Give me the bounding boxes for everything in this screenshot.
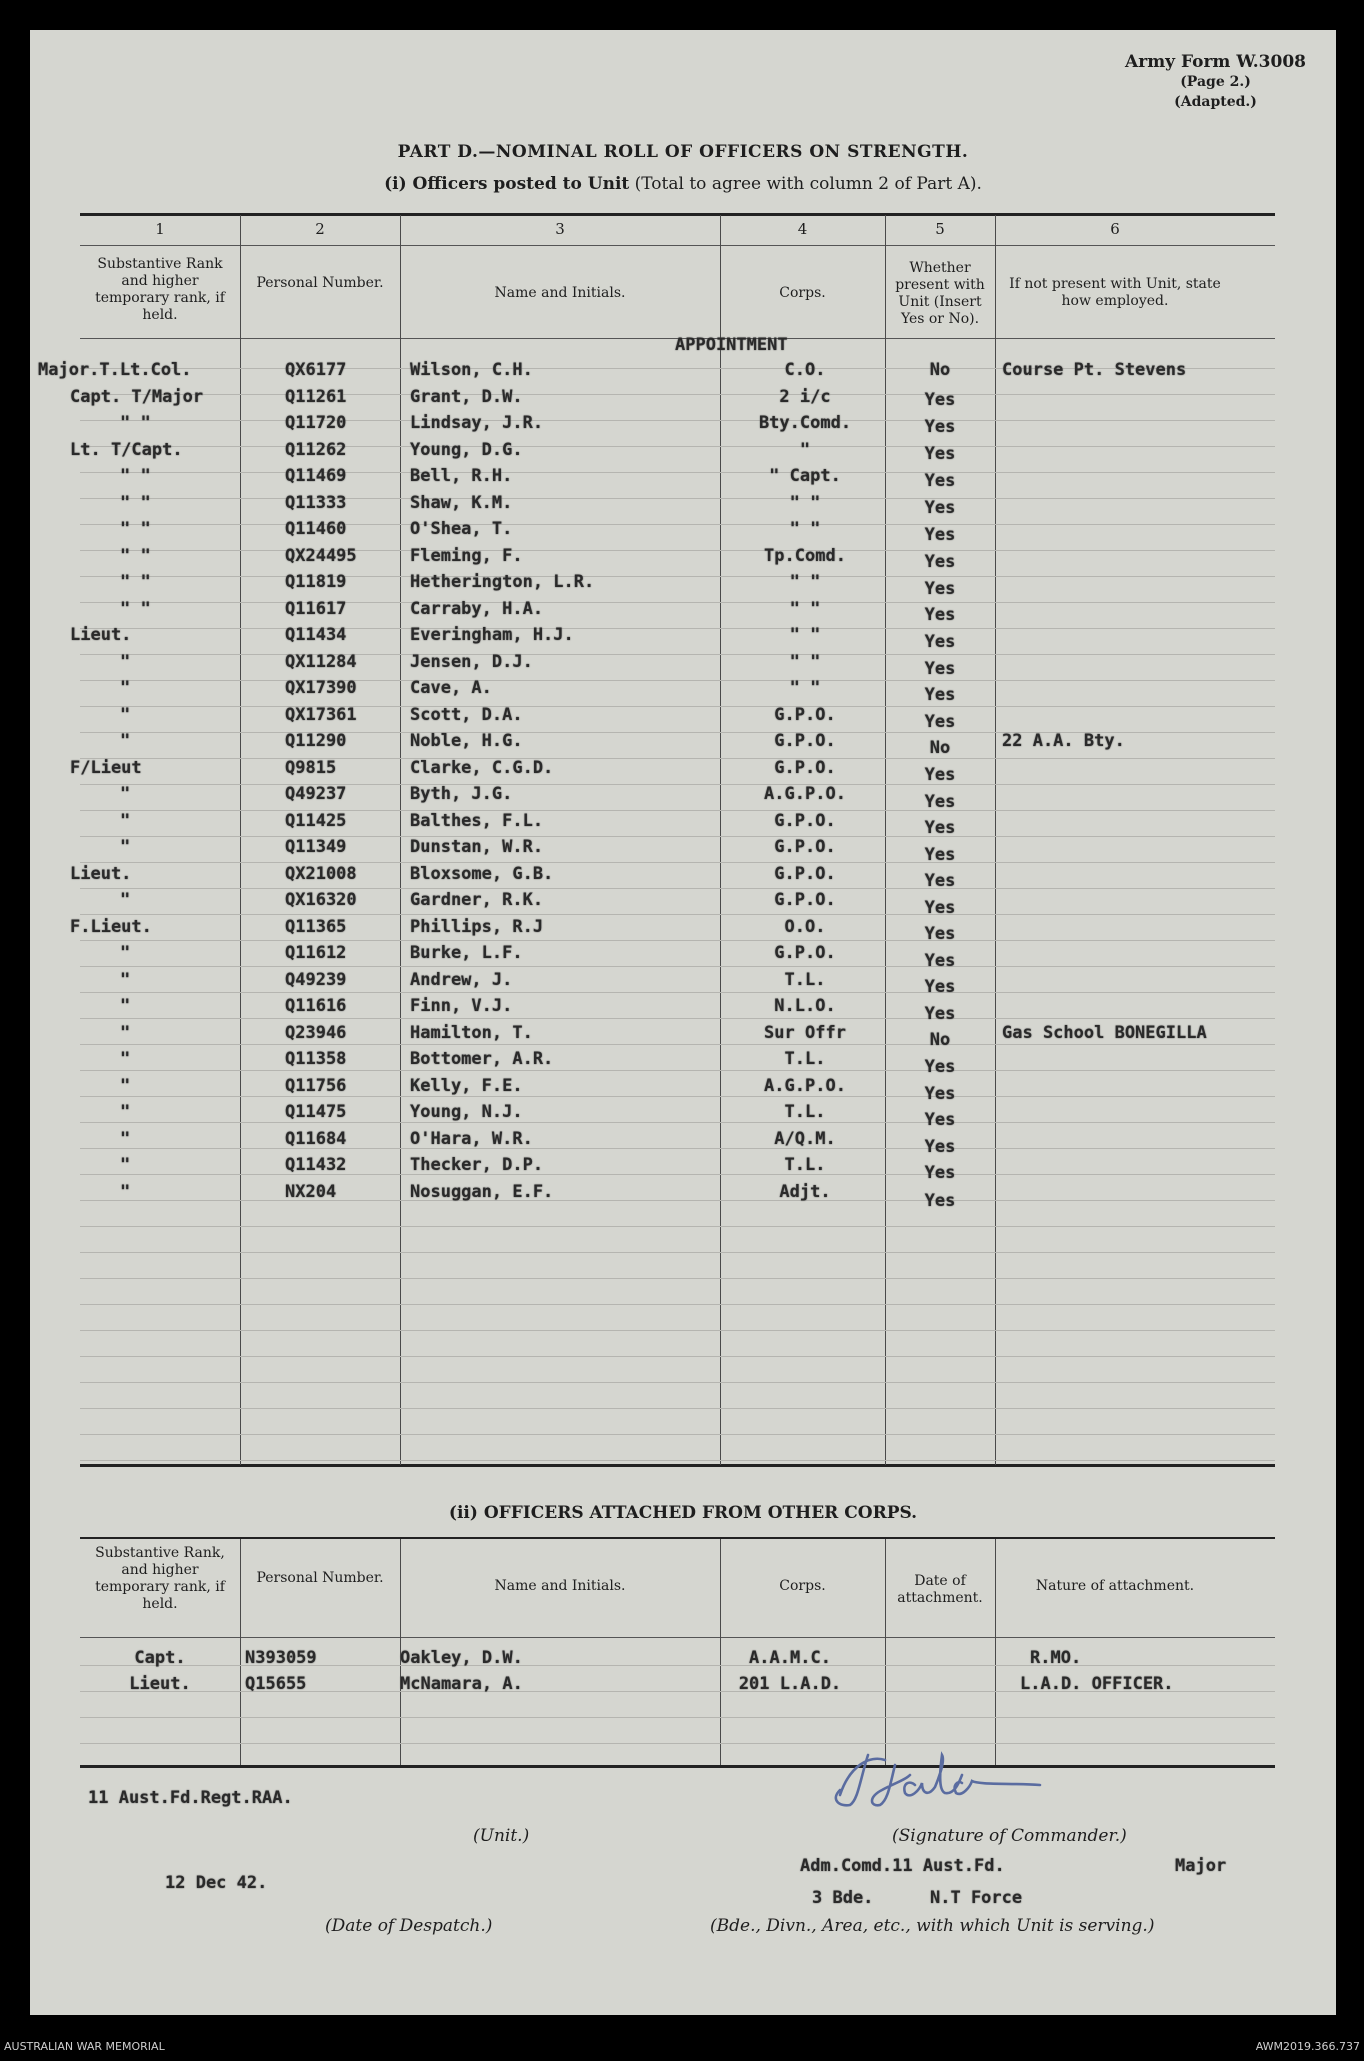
officer-number: Q11475 xyxy=(285,1102,347,1122)
form-page-label: (Page 2.) xyxy=(1180,74,1251,90)
ruled-line xyxy=(80,498,1275,499)
officer-name: Burke, L.F. xyxy=(410,943,523,963)
part-ii-column-header: Name and Initials. xyxy=(494,1578,626,1594)
officer-number: Q11261 xyxy=(285,386,347,407)
officer-present: Yes xyxy=(924,950,956,971)
officer-corps: Sur Offr xyxy=(764,1022,846,1043)
officer-present: Yes xyxy=(924,871,956,892)
ruled-line xyxy=(80,758,1275,759)
column-header: Personal Number. xyxy=(256,275,384,291)
officer-corps: G.P.O. xyxy=(774,731,836,751)
officer-rank: " xyxy=(120,1075,131,1096)
column-header: Substantive Rank and higher temporary rank, if held. xyxy=(95,256,225,323)
ruled-line xyxy=(80,602,1275,603)
ruled-line xyxy=(80,836,1275,837)
part-ii-column-header: Personal Number. xyxy=(256,1570,384,1586)
ruled-line xyxy=(80,1434,1275,1435)
officer-name: Andrew, J. xyxy=(410,969,513,990)
officer-rank: " xyxy=(120,1022,131,1043)
officer-number: QX17361 xyxy=(285,704,357,725)
form-number: Army Form W.3008 xyxy=(1125,52,1306,72)
part-ii-column-header: Corps. xyxy=(779,1578,826,1594)
officer-rank: " xyxy=(120,810,131,831)
officer-number: Q11720 xyxy=(285,413,347,433)
ruled-line xyxy=(80,940,1275,941)
ruled-line xyxy=(80,550,1275,551)
date-caption: (Date of Despatch.) xyxy=(325,1916,493,1936)
officer-number: Q11469 xyxy=(285,466,347,486)
officer-name: Shaw, K.M. xyxy=(410,492,513,513)
officer-present: Yes xyxy=(924,658,956,679)
officer-present: Yes xyxy=(924,764,956,785)
officer-rank: " xyxy=(120,784,131,804)
officer-corps: G.P.O. xyxy=(774,757,836,778)
officer-name: Bloxsome, G.B. xyxy=(410,863,554,884)
part-ii-column-header: Date of attachment. xyxy=(897,1573,983,1606)
ruled-line xyxy=(80,992,1275,993)
officer-name: Young, D.G. xyxy=(410,439,523,460)
ruled-line xyxy=(80,862,1275,863)
officer-name: Hamilton, T. xyxy=(410,1022,533,1043)
officer-corps: G.P.O. xyxy=(774,837,836,857)
officer-rank: " xyxy=(120,837,131,857)
officer-corps: G.P.O. xyxy=(774,890,836,910)
officer-rank: Major.T.Lt.Col. xyxy=(38,360,192,380)
officer-rank: " xyxy=(120,1049,131,1069)
unit-caption: (Unit.) xyxy=(473,1826,530,1846)
officer-present: No xyxy=(929,360,951,380)
column-number: 5 xyxy=(935,220,945,238)
officer-present: Yes xyxy=(924,685,956,706)
form-adapted-label: (Adapted.) xyxy=(1174,94,1257,110)
command-line-2b: N.T Force xyxy=(930,1888,1023,1908)
officer-number: Q11617 xyxy=(285,598,347,619)
ruled-line xyxy=(80,654,1275,655)
officer-rank: " " xyxy=(120,492,151,513)
ruled-line xyxy=(80,706,1275,707)
officer-name: Scott, D.A. xyxy=(410,704,523,725)
officer-rank: " xyxy=(120,890,131,910)
officer-rank: " xyxy=(120,1102,131,1122)
officer-rank: Lieut. xyxy=(70,863,132,884)
officer-rank: Capt. T/Major xyxy=(70,386,204,407)
attached-nature: L.A.D. OFFICER. xyxy=(1020,1674,1174,1694)
officer-name: Fleming, F. xyxy=(410,545,523,566)
officer-number: Q49239 xyxy=(285,969,347,990)
officer-rank: " xyxy=(120,731,131,751)
ruled-line xyxy=(80,1717,1275,1718)
officer-corps: N.L.O. xyxy=(774,996,836,1016)
ruled-line xyxy=(80,420,1275,421)
attached-rank: Lieut. xyxy=(129,1674,191,1694)
officer-present: Yes xyxy=(924,1110,956,1131)
officer-present: Yes xyxy=(924,1163,956,1184)
officer-corps: " " xyxy=(789,492,821,513)
officer-rank: " xyxy=(120,651,131,672)
officer-rank: F/Lieut xyxy=(70,757,142,778)
part-d-subtitle xyxy=(30,174,1336,194)
column-number: 3 xyxy=(555,220,565,238)
officer-corps: Adjt. xyxy=(779,1181,831,1202)
officer-rank: " " xyxy=(120,519,151,539)
archive-id: AWM2019.366.737 xyxy=(1255,2040,1360,2053)
part-ii-title: (ii) OFFICERS ATTACHED FROM OTHER CORPS. xyxy=(448,1503,918,1523)
officer-corps: T.L. xyxy=(784,1155,826,1175)
officer-present: Yes xyxy=(924,711,956,732)
ruled-line xyxy=(80,628,1275,629)
officer-number: Q11460 xyxy=(285,519,347,539)
officer-corps: " " xyxy=(789,519,821,539)
officer-employment: 22 A.A. Bty. xyxy=(1002,731,1125,751)
officer-corps: " " xyxy=(789,678,821,698)
officer-number: Q49237 xyxy=(285,784,347,804)
ruled-line xyxy=(80,576,1275,577)
ruled-line xyxy=(80,966,1275,967)
officer-corps: " " xyxy=(789,625,821,645)
officer-rank: " xyxy=(120,1128,131,1149)
ruled-line xyxy=(80,1070,1275,1071)
ruled-line xyxy=(80,1408,1275,1409)
officer-name: Nosuggan, E.F. xyxy=(410,1181,554,1202)
officer-name: Phillips, R.J xyxy=(410,916,544,937)
table-bottom-rule xyxy=(80,1464,1275,1467)
attached-number: N393059 xyxy=(245,1648,317,1668)
ruled-line xyxy=(80,394,1275,395)
form-page xyxy=(30,30,1336,2015)
officer-number: Q11684 xyxy=(285,1128,347,1149)
part-d-title: PART D.—NOMINAL ROLL OF OFFICERS ON STRENGTH. xyxy=(397,142,969,162)
unit-value: 11 Aust.Fd.Regt.RAA. xyxy=(88,1788,293,1808)
attached-number: Q15655 xyxy=(245,1674,307,1694)
signature-caption: (Signature of Commander.) xyxy=(892,1826,1127,1846)
officer-corps: " " xyxy=(789,598,821,619)
officer-name: Bell, R.H. xyxy=(410,466,513,486)
ruled-line xyxy=(80,1018,1275,1019)
ruled-line xyxy=(80,524,1275,525)
column-header: Corps. xyxy=(779,285,826,301)
officer-number: Q11819 xyxy=(285,572,347,592)
officer-corps: Tp.Comd. xyxy=(764,545,846,566)
officer-present: Yes xyxy=(924,497,956,518)
officer-rank: F.Lieut. xyxy=(70,916,152,937)
officer-rank: " xyxy=(120,704,131,725)
column-header: If not present with Unit, state how employed. xyxy=(1009,276,1221,309)
ruled-line xyxy=(80,1330,1275,1331)
part-ii-column-divider xyxy=(995,1539,996,1765)
officer-name: Everingham, H.J. xyxy=(410,625,574,645)
officer-corps: 2 i/c xyxy=(779,386,831,407)
officer-number: Q11425 xyxy=(285,810,347,831)
officer-present: Yes xyxy=(924,818,956,839)
ruled-line xyxy=(80,1044,1275,1045)
attached-nature: R.MO. xyxy=(1030,1648,1082,1668)
officer-number: NX204 xyxy=(285,1181,337,1202)
officer-corps: G.P.O. xyxy=(774,810,836,831)
officer-corps: A.G.P.O. xyxy=(764,784,846,804)
ruled-line xyxy=(80,472,1275,473)
officer-employment: Gas School BONEGILLA xyxy=(1002,1022,1207,1043)
officer-rank: " xyxy=(120,969,131,990)
officer-corps: T.L. xyxy=(784,969,826,990)
officer-number: Q9815 xyxy=(285,757,337,778)
officer-name: Kelly, F.E. xyxy=(410,1075,523,1096)
table-top-rule xyxy=(80,213,1275,216)
column-number: 2 xyxy=(315,220,325,238)
officer-corps: A.G.P.O. xyxy=(764,1075,846,1096)
officer-name: Byth, J.G. xyxy=(410,784,513,804)
officer-present: Yes xyxy=(924,1136,956,1157)
officer-name: Dunstan, W.R. xyxy=(410,837,544,857)
officer-present: Yes xyxy=(924,416,956,437)
officer-number: QX6177 xyxy=(285,360,347,380)
ruled-line xyxy=(80,1252,1275,1253)
officer-corps: " xyxy=(799,439,811,460)
officer-rank: " xyxy=(120,1155,131,1175)
part-ii-column-divider xyxy=(885,1539,886,1765)
attached-rank: Capt. xyxy=(134,1648,186,1668)
officer-present: Yes xyxy=(924,924,956,945)
ruled-line xyxy=(80,1096,1275,1097)
officer-rank: " xyxy=(120,996,131,1016)
officer-present: Yes xyxy=(924,1083,956,1104)
officer-name: Hetherington, L.R. xyxy=(410,572,595,592)
officer-name: O'Shea, T. xyxy=(410,519,513,539)
officer-rank: " " xyxy=(120,466,151,486)
officer-number: QX24495 xyxy=(285,545,357,566)
area-caption: (Bde., Divn., Area, etc., with which Unit is serving.) xyxy=(710,1916,1155,1936)
officer-present: Yes xyxy=(924,443,956,464)
part-ii-top-rule xyxy=(80,1537,1275,1539)
officer-rank: " xyxy=(120,943,131,963)
colnum-divider xyxy=(80,245,1275,246)
officer-name: Wilson, C.H. xyxy=(410,360,533,380)
officer-name: Jensen, D.J. xyxy=(410,651,533,672)
officer-rank: " " xyxy=(120,545,151,566)
officer-name: Cave, A. xyxy=(410,678,492,698)
command-line-1: Adm.Comd.11 Aust.Fd. xyxy=(800,1856,1005,1876)
commander-signature xyxy=(810,1745,1130,1819)
officer-corps: G.P.O. xyxy=(774,704,836,725)
officer-rank: " " xyxy=(120,572,151,592)
officer-number: Q11432 xyxy=(285,1155,347,1175)
officer-number: QX17390 xyxy=(285,678,357,698)
ruled-line xyxy=(80,1382,1275,1383)
officer-number: QX21008 xyxy=(285,863,357,884)
officer-rank: Lt. T/Capt. xyxy=(70,439,183,460)
officer-employment: Course Pt. Stevens xyxy=(1002,360,1187,380)
ruled-line xyxy=(80,1174,1275,1175)
officer-rank: " xyxy=(120,678,131,698)
officer-present: Yes xyxy=(924,1190,956,1211)
ruled-line xyxy=(80,810,1275,811)
officer-number: Q11616 xyxy=(285,996,347,1016)
part-d-subtitle-bold: (i) Officers posted to Unit xyxy=(384,174,630,194)
part-ii-column-header: Substantive Rank, and higher temporary rank, if held. xyxy=(95,1545,225,1612)
part-ii-column-header: Nature of attachment. xyxy=(1035,1578,1195,1594)
officer-present: Yes xyxy=(924,578,956,599)
officer-corps: T.L. xyxy=(784,1102,826,1122)
appointment-heading: APPOINTMENT xyxy=(675,335,788,355)
officer-rank: " " xyxy=(120,598,151,619)
officer-present: Yes xyxy=(924,632,956,653)
officer-corps: A/Q.M. xyxy=(774,1128,836,1149)
part-ii-header-divider xyxy=(80,1637,1275,1638)
ruled-line xyxy=(80,784,1275,785)
officer-present: Yes xyxy=(924,470,956,491)
officer-number: Q11290 xyxy=(285,731,347,751)
ruled-line xyxy=(80,888,1275,889)
officer-number: Q11262 xyxy=(285,439,347,460)
officer-name: O'Hara, W.R. xyxy=(410,1128,533,1149)
officer-present: Yes xyxy=(924,1057,956,1078)
ruled-line xyxy=(80,1200,1275,1201)
officer-number: Q11349 xyxy=(285,837,347,857)
officer-rank: " " xyxy=(120,413,151,433)
officer-present: Yes xyxy=(924,552,956,573)
part-d-subtitle-rest: (Total to agree with column 2 of Part A). xyxy=(629,174,982,194)
ruled-line xyxy=(80,680,1275,681)
officer-present: Yes xyxy=(924,977,956,998)
officer-name: Gardner, R.K. xyxy=(410,890,544,910)
officer-number: Q11434 xyxy=(285,625,347,645)
ruled-line xyxy=(80,1356,1275,1357)
ruled-line xyxy=(80,1122,1275,1123)
officer-number: Q11756 xyxy=(285,1075,347,1096)
command-line-2: 3 Bde. xyxy=(812,1888,874,1908)
officer-corps: O.O. xyxy=(784,916,826,937)
signature-graphic xyxy=(810,1745,1130,1815)
officer-name: Thecker, D.P. xyxy=(410,1155,544,1175)
date-value: 12 Dec 42. xyxy=(165,1873,268,1893)
officer-present: Yes xyxy=(924,525,956,545)
ruled-line xyxy=(80,1226,1275,1227)
officer-number: Q23946 xyxy=(285,1022,347,1043)
officer-present: Yes xyxy=(924,791,956,812)
attached-corps: 201 L.A.D. xyxy=(738,1674,842,1694)
attached-name: Oakley, D.W. xyxy=(400,1648,523,1668)
officer-corps: " Capt. xyxy=(769,466,841,486)
officer-corps: " " xyxy=(789,651,821,672)
officer-name: Young, N.J. xyxy=(410,1102,523,1122)
officer-number: Q11365 xyxy=(285,916,347,937)
ruled-line xyxy=(80,914,1275,915)
officer-corps: Bty.Comd. xyxy=(758,413,852,433)
column-header: Name and Initials. xyxy=(494,285,626,301)
ruled-line xyxy=(80,1304,1275,1305)
officer-present: No xyxy=(929,1030,951,1051)
officer-name: Finn, V.J. xyxy=(410,996,513,1016)
ruled-line xyxy=(80,1460,1275,1461)
officer-name: Carraby, H.A. xyxy=(410,598,544,619)
officer-name: Noble, H.G. xyxy=(410,731,523,751)
officer-corps: T.L. xyxy=(784,1049,826,1069)
officer-corps: G.P.O. xyxy=(774,943,836,963)
officer-corps: " " xyxy=(789,572,821,592)
officer-rank: Lieut. xyxy=(70,625,132,645)
ruled-line xyxy=(80,1148,1275,1149)
part-ii-column-divider xyxy=(240,1539,241,1765)
officer-number: QX11284 xyxy=(285,651,357,672)
attached-corps: A.A.M.C. xyxy=(749,1648,831,1668)
officer-number: QX16320 xyxy=(285,890,357,910)
officer-number: Q11612 xyxy=(285,943,347,963)
officer-number: Q11358 xyxy=(285,1049,347,1069)
column-number: 4 xyxy=(797,220,808,238)
ruled-line xyxy=(80,446,1275,447)
form-number-block xyxy=(1125,52,1306,112)
officer-present: Yes xyxy=(924,605,956,626)
officer-name: Bottomer, A.R. xyxy=(410,1049,554,1069)
ruled-line xyxy=(80,1278,1275,1279)
officer-corps: C.O. xyxy=(784,360,826,380)
column-number: 6 xyxy=(1110,220,1120,238)
officer-number: Q11333 xyxy=(285,492,347,513)
officer-present: Yes xyxy=(924,897,956,918)
attached-name: McNamara, A. xyxy=(400,1674,523,1694)
officer-name: Grant, D.W. xyxy=(410,386,523,407)
officer-present: No xyxy=(929,738,951,759)
officer-rank: " xyxy=(120,1181,131,1202)
officer-name: Lindsay, J.R. xyxy=(410,413,544,433)
column-number: 1 xyxy=(155,220,165,238)
ruled-line xyxy=(80,1743,1275,1744)
officer-present: Yes xyxy=(924,1003,956,1024)
officer-present: Yes xyxy=(924,389,956,410)
officer-name: Clarke, C.G.D. xyxy=(410,757,554,778)
archive-credit: AUSTRALIAN WAR MEMORIAL xyxy=(4,2040,165,2053)
command-rank: Major xyxy=(1175,1856,1227,1876)
officer-name: Balthes, F.L. xyxy=(410,810,544,831)
column-header: Whether present with Unit (Insert Yes or No). xyxy=(895,260,985,327)
officer-present: Yes xyxy=(924,844,956,865)
officer-corps: G.P.O. xyxy=(774,863,836,884)
